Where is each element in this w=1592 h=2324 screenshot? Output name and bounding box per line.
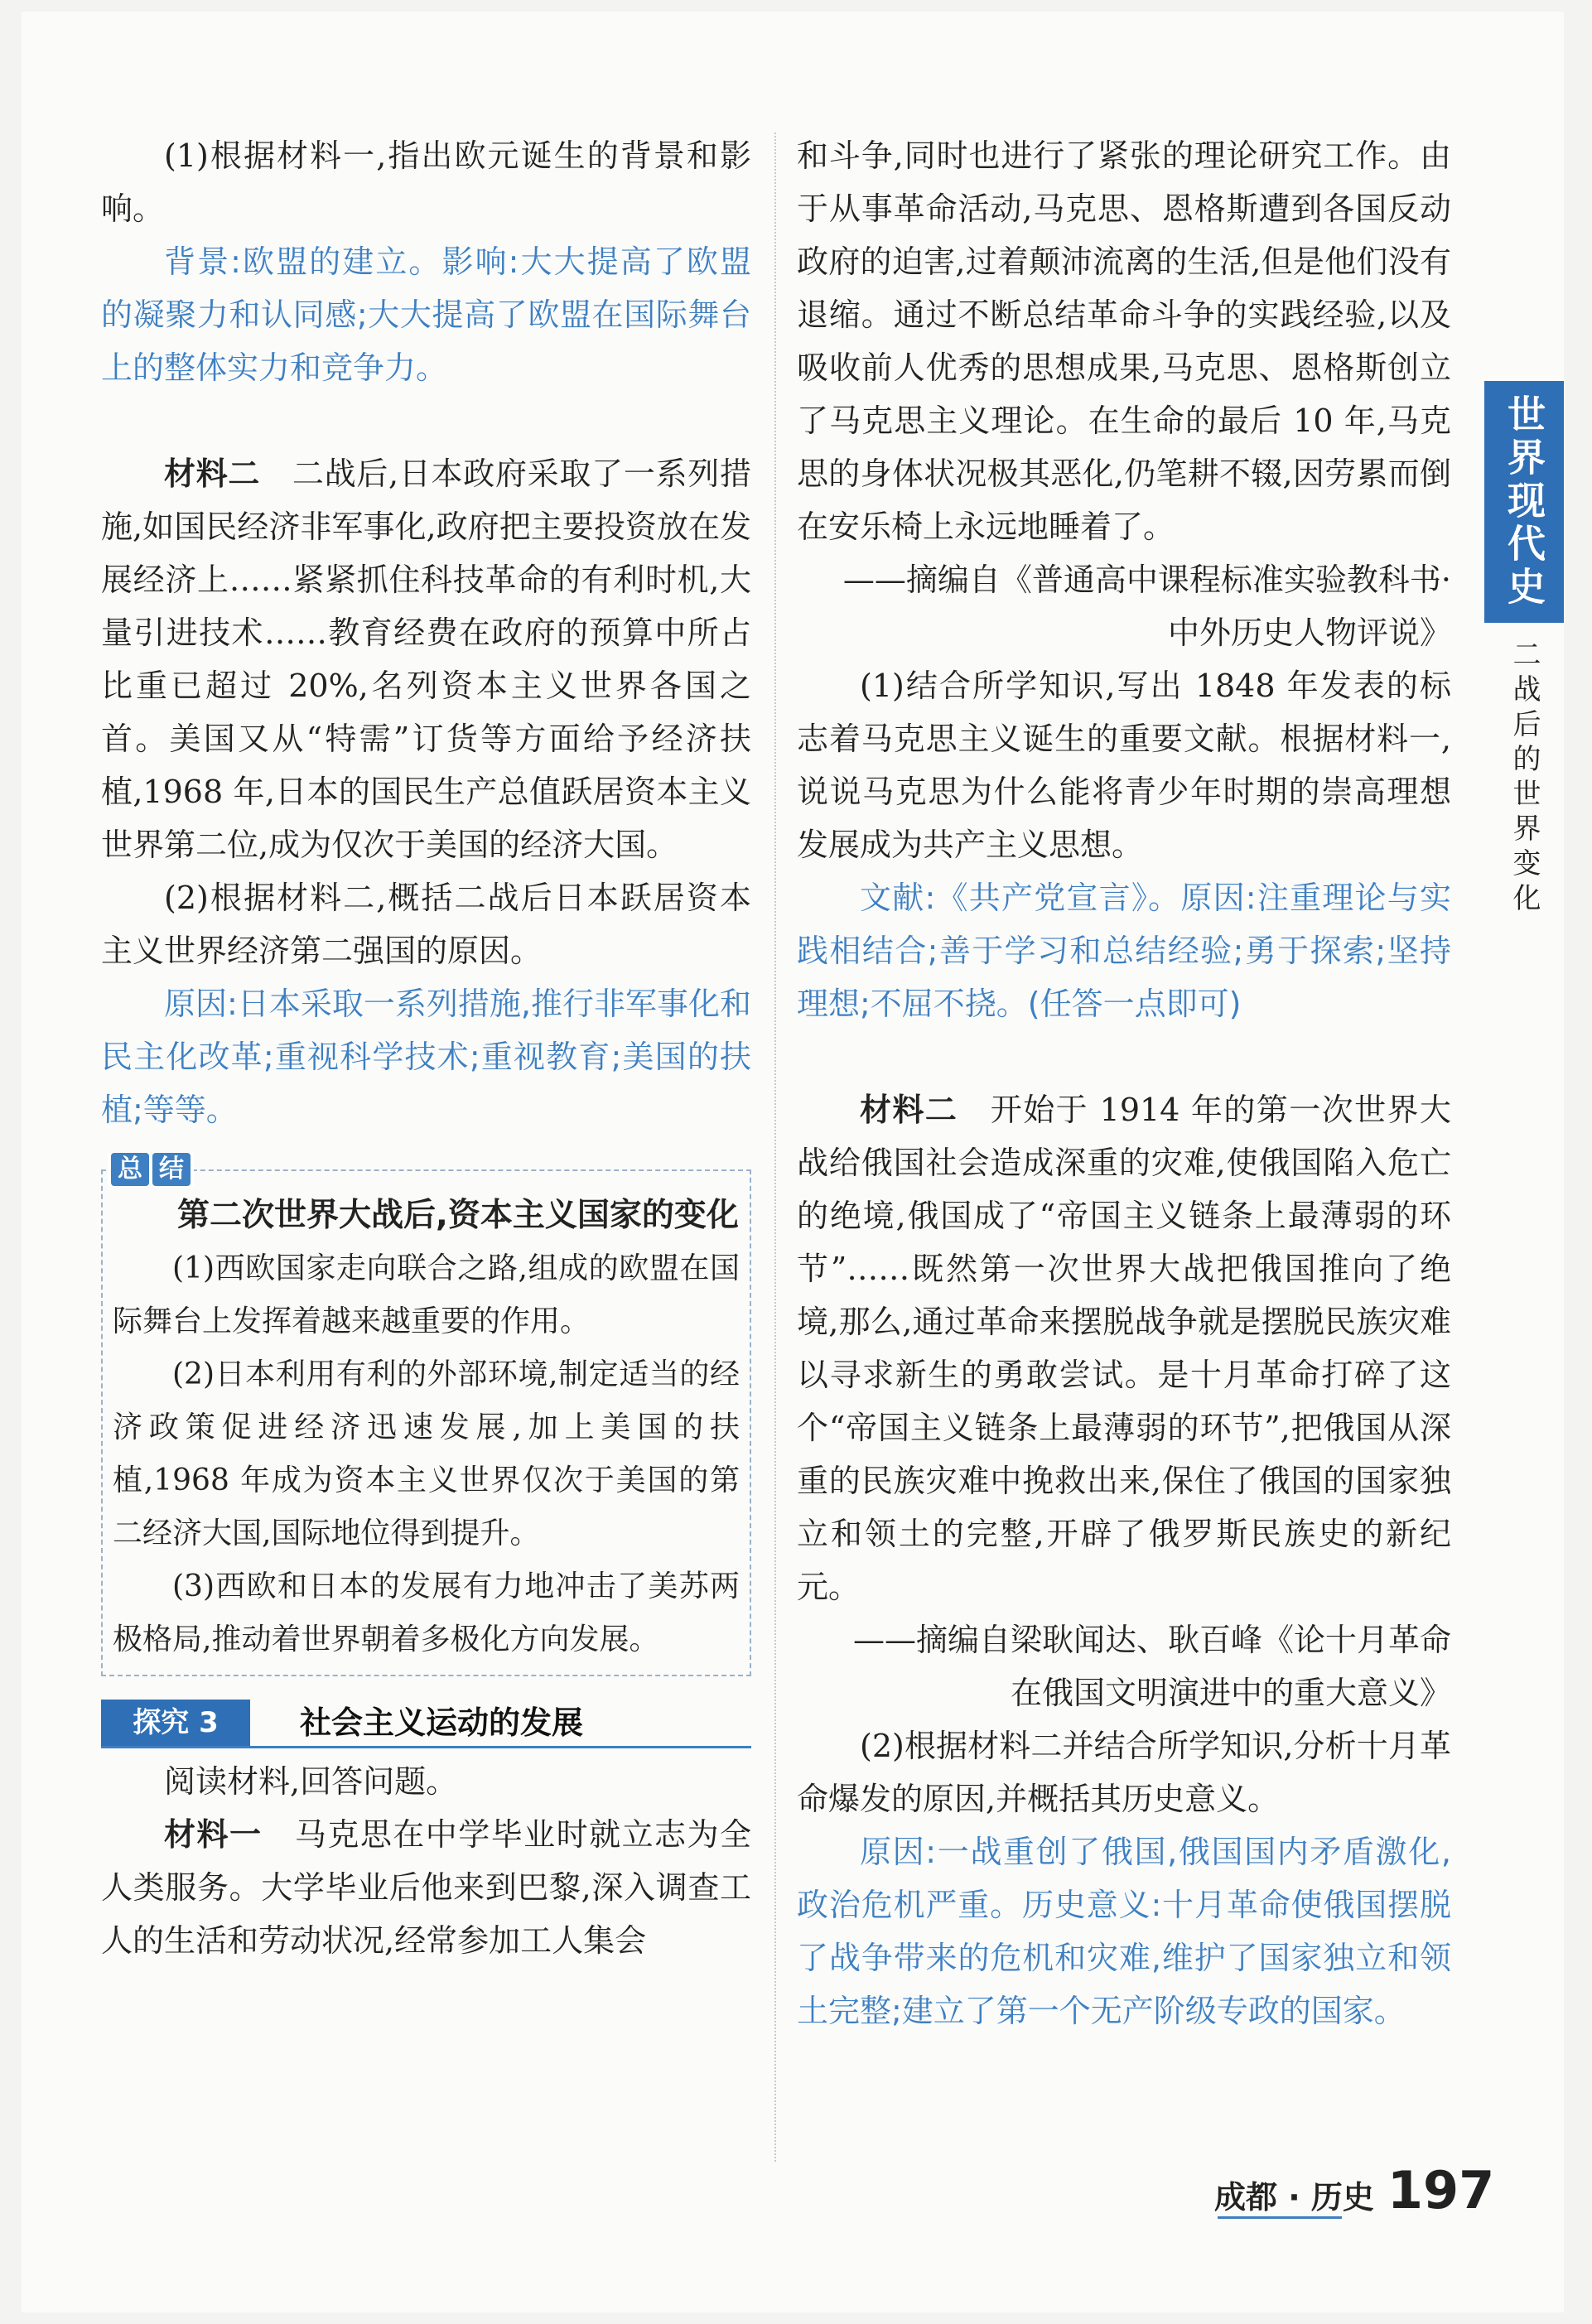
source-2-line-1: ——摘编自梁耿闻达、耿百峰《论十月革命 xyxy=(852,1622,1451,1658)
footer-label: 成都 · 历史 xyxy=(1214,2179,1374,2216)
summary-tag xyxy=(108,1153,194,1186)
section-subtitle: 二战后的世界变化 xyxy=(1508,639,1541,918)
right-column xyxy=(797,129,1451,2037)
material-1-left xyxy=(101,1808,751,1967)
material-1-label: 材料一 xyxy=(164,1816,263,1853)
page-number: 197 xyxy=(1387,2160,1495,2220)
answer-1-right: 文献:《共产党宣言》。原因:注重理论与实践相结合;善于学习和总结经验;勇于探索;坚持理想;不屈不挠。(任答一点即可) xyxy=(797,880,1451,1022)
section-tab: 世界现代史 xyxy=(1484,381,1564,623)
summary-item: (3)西欧和日本的发展有力地冲击了美苏两极格局,推动着世界朝着多极化方向发展。 xyxy=(113,1569,740,1656)
material-2-text: 开始于 1914 年的第一次世界大战给俄国社会造成深重的灾难,使俄国陷入危亡的绝境,俄国成了“帝国主义链条上最薄弱的环节”……既然第一次世界大战把俄国推向了绝境,那么,通过革命来摆脱战争就是摆脱民族灾难以寻求新生的勇敢尝试。是十月革命打碎了这个“帝国主义链条上最薄弱的环节”,把俄国从深重的民族灾难中挽救出来,保住了俄国的国家独立和领土的完整,开辟了俄罗斯民族史的新纪元。 xyxy=(797,1092,1451,1605)
page-footer xyxy=(1214,2160,1494,2220)
summary-tag-char-1: 总 xyxy=(111,1153,149,1186)
left-column xyxy=(101,129,751,1967)
answer-2-right: 原因:一战重创了俄国,俄国国内矛盾激化,政治危机严重。历史意义:十月革命使俄国摆脱了战争带来的危机和灾难,维护了国家独立和领土完整;建立了第一个无产阶级专政的国家。 xyxy=(797,1834,1451,2029)
spacer xyxy=(797,1030,1451,1083)
question-2-right: (2)根据材料二并结合所学知识,分析十月革命爆发的原因,并概括其历史意义。 xyxy=(797,1728,1451,1817)
summary-item: (1)西欧国家走向联合之路,组成的欧盟在国际舞台上发挥着越来越重要的作用。 xyxy=(113,1251,740,1338)
material-2-text: 二战后,日本政府采取了一系列措施,如国民经济非军事化,政府把主要投资放在发展经济上……紧紧抓住科技革命的有利时机,大量引进技术……教育经费在政府的预算中所占比重已超过 20%,名列资本主义世界各国之首。美国又从“特需”订货等方面给予经济扶植,1968 年,日本的国民生产总值跃居资本主义世界第二位,成为仅次于美国的经济大国。 xyxy=(101,456,751,863)
summary-box xyxy=(101,1155,751,1676)
source-1-line-1: ——摘编自《普通高中课程标准实验教科书· xyxy=(842,562,1451,598)
question-2-left: (2)根据材料二,概括二战后日本跃居资本主义世界经济第二强国的原因。 xyxy=(101,880,751,969)
summary-body xyxy=(113,1242,740,1666)
answer-2-left: 原因:日本采取一系列措施,推行非军事化和民主化改革;重视科学技术;重视教育;美国的扶植;等等。 xyxy=(101,986,751,1128)
spacer xyxy=(101,394,751,447)
material-2-right xyxy=(797,1083,1451,1613)
summary-tag-char-2: 结 xyxy=(152,1153,191,1186)
explore-badge: 探究 3 xyxy=(101,1700,250,1746)
question-1-right: (1)结合所学知识,写出 1848 年发表的标志着马克思主义诞生的重要文献。根据材料一,说说马克思为什么能将青少年时期的崇高理想发展成为共产主义思想。 xyxy=(797,668,1451,863)
material-2-left xyxy=(101,447,751,871)
explore-header xyxy=(101,1700,751,1748)
read-instruction: 阅读材料,回答问题。 xyxy=(164,1763,458,1800)
material-2-label: 材料二 xyxy=(164,456,261,492)
source-1-line-2: 中外历史人物评说》 xyxy=(1167,615,1451,651)
material-1-text: 马克思在中学毕业时就立志为全人类服务。大学毕业后他来到巴黎,深入调查工人的生活和劳动状况,经常参加工人集会 xyxy=(101,1816,751,1959)
source-2-line-2: 在俄国文明演进中的重大意义》 xyxy=(1010,1675,1451,1711)
footer-underline xyxy=(1218,2216,1342,2219)
column-divider xyxy=(774,133,776,2162)
material-2-label: 材料二 xyxy=(860,1092,958,1128)
summary-title: 第二次世界大战后,资本主义国家的变化 xyxy=(177,1197,739,1234)
explore-title: 社会主义运动的发展 xyxy=(300,1704,584,1741)
material-1-continued: 和斗争,同时也进行了紧张的理论研究工作。由于从事革命活动,马克思、恩格斯遭到各国反动政府的迫害,过着颠沛流离的生活,但是他们没有退缩。通过不断总结革命斗争的实践经验,以及吸收前人优秀的思想成果,马克思、恩格斯创立了马克思主义理论。在生命的最后 10 年,马克思的身体状况极其恶化,仍笔耕不辍,因劳累而倒在安乐椅上永远地睡着了。 xyxy=(797,137,1451,545)
summary-item: (2)日本利用有利的外部环境,制定适当的经济政策促进经济迅速发展,加上美国的扶植,1968 年成为资本主义世界仅次于美国的第二经济大国,国际地位得到提升。 xyxy=(113,1357,740,1550)
answer-1-left: 背景:欧盟的建立。影响:大大提高了欧盟的凝聚力和认同感;大大提高了欧盟在国际舞台上的整体实力和竞争力。 xyxy=(101,243,751,386)
question-1-left: (1)根据材料一,指出欧元诞生的背景和影响。 xyxy=(101,137,751,227)
